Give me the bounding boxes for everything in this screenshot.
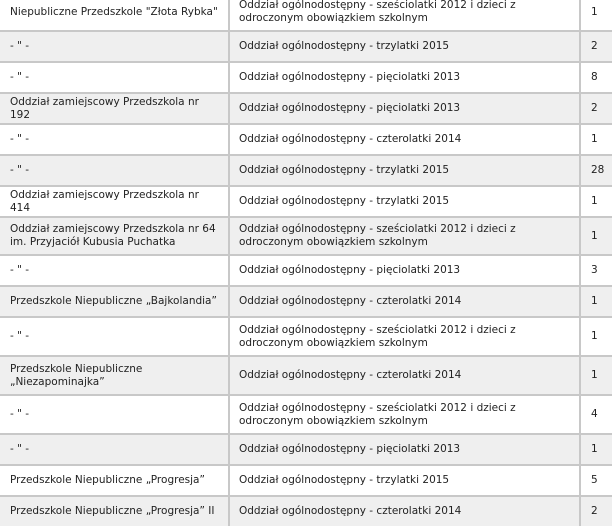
table-row bbox=[0, 396, 612, 435]
count-cell: 1 bbox=[581, 218, 612, 256]
kindergarten-name-cell: Przedszkole Niepubliczne „Progresja” II bbox=[0, 497, 230, 526]
section-cell: Oddział ogólnodostępny - pięciolatki 2013 bbox=[230, 435, 581, 466]
section-cell: Oddział ogólnodostępny - pięciolatki 2013 bbox=[230, 94, 581, 125]
section-cell: Oddział ogólnodostępny - trzylatki 2015 bbox=[230, 466, 581, 497]
count-cell: 1 bbox=[581, 435, 612, 466]
table-row bbox=[0, 125, 612, 156]
kindergarten-name-cell: Oddział zamiejscowy Przedszkola nr 192 bbox=[0, 94, 230, 125]
table-row bbox=[0, 466, 612, 497]
table-row bbox=[0, 0, 612, 32]
count-cell: 5 bbox=[581, 466, 612, 497]
section-cell: Oddział ogólnodostępny - sześciolatki 2012 i dzieci z odroczonym obowiązkiem szkolnym bbox=[230, 396, 581, 435]
count-cell: 4 bbox=[581, 396, 612, 435]
table-row bbox=[0, 32, 612, 63]
section-cell: Oddział ogólnodostępny - sześciolatki 2012 i dzieci z odroczonym obowiązkiem szkolnym bbox=[230, 0, 581, 32]
kindergarten-name-cell: - " - bbox=[0, 125, 230, 156]
section-cell: Oddział ogólnodostępny - pięciolatki 2013 bbox=[230, 256, 581, 287]
kindergarten-name-cell: - " - bbox=[0, 318, 230, 357]
kindergarten-name-cell: Oddział zamiejscowy Przedszkola nr 414 bbox=[0, 187, 230, 218]
kindergarten-name-cell: - " - bbox=[0, 32, 230, 63]
section-cell: Oddział ogólnodostępny - sześciolatki 2012 i dzieci z odroczonym obowiązkiem szkolnym bbox=[230, 318, 581, 357]
table-row bbox=[0, 256, 612, 287]
kindergarten-name-cell: Niepubliczne Przedszkole "Złota Rybka" bbox=[0, 0, 230, 32]
table-row bbox=[0, 187, 612, 218]
section-cell: Oddział ogólnodostępny - sześciolatki 2012 i dzieci z odroczonym obowiązkiem szkolnym bbox=[230, 218, 581, 256]
table-row bbox=[0, 156, 612, 187]
count-cell: 2 bbox=[581, 497, 612, 526]
kindergarten-name-cell: - " - bbox=[0, 435, 230, 466]
section-cell: Oddział ogólnodostępny - czterolatki 2014 bbox=[230, 357, 581, 396]
table-row bbox=[0, 287, 612, 318]
table-row bbox=[0, 435, 612, 466]
count-cell: 1 bbox=[581, 357, 612, 396]
section-cell: Oddział ogólnodostępny - trzylatki 2015 bbox=[230, 32, 581, 63]
table-row bbox=[0, 218, 612, 256]
kindergarten-name-cell: - " - bbox=[0, 256, 230, 287]
table-row bbox=[0, 497, 612, 526]
count-cell: 1 bbox=[581, 318, 612, 357]
count-cell: 1 bbox=[581, 125, 612, 156]
section-cell: Oddział ogólnodostępny - czterolatki 2014 bbox=[230, 497, 581, 526]
table-row bbox=[0, 63, 612, 94]
section-cell: Oddział ogólnodostępny - czterolatki 2014 bbox=[230, 125, 581, 156]
kindergarten-name-cell: Przedszkole Niepubliczne „Progresja” bbox=[0, 466, 230, 497]
count-cell: 2 bbox=[581, 94, 612, 125]
count-cell: 28 bbox=[581, 156, 612, 187]
count-cell: 2 bbox=[581, 32, 612, 63]
section-cell: Oddział ogólnodostępny - trzylatki 2015 bbox=[230, 156, 581, 187]
kindergarten-name-cell: Oddział zamiejscowy Przedszkola nr 64 im. Przyjaciół Kubusia Puchatka bbox=[0, 218, 230, 256]
table-row bbox=[0, 318, 612, 357]
section-cell: Oddział ogólnodostępny - trzylatki 2015 bbox=[230, 187, 581, 218]
kindergarten-name-cell: Przedszkole Niepubliczne „Niezapominajka” bbox=[0, 357, 230, 396]
kindergarten-name-cell: - " - bbox=[0, 156, 230, 187]
kindergarten-name-cell: Przedszkole Niepubliczne „Bajkolandia” bbox=[0, 287, 230, 318]
section-cell: Oddział ogólnodostępny - pięciolatki 2013 bbox=[230, 63, 581, 94]
count-cell: 1 bbox=[581, 187, 612, 218]
count-cell: 1 bbox=[581, 0, 612, 32]
kindergarten-name-cell: - " - bbox=[0, 396, 230, 435]
count-cell: 3 bbox=[581, 256, 612, 287]
count-cell: 8 bbox=[581, 63, 612, 94]
count-cell: 1 bbox=[581, 287, 612, 318]
table-row bbox=[0, 357, 612, 396]
section-cell: Oddział ogólnodostępny - czterolatki 2014 bbox=[230, 287, 581, 318]
table-row bbox=[0, 94, 612, 125]
kindergarten-name-cell: - " - bbox=[0, 63, 230, 94]
